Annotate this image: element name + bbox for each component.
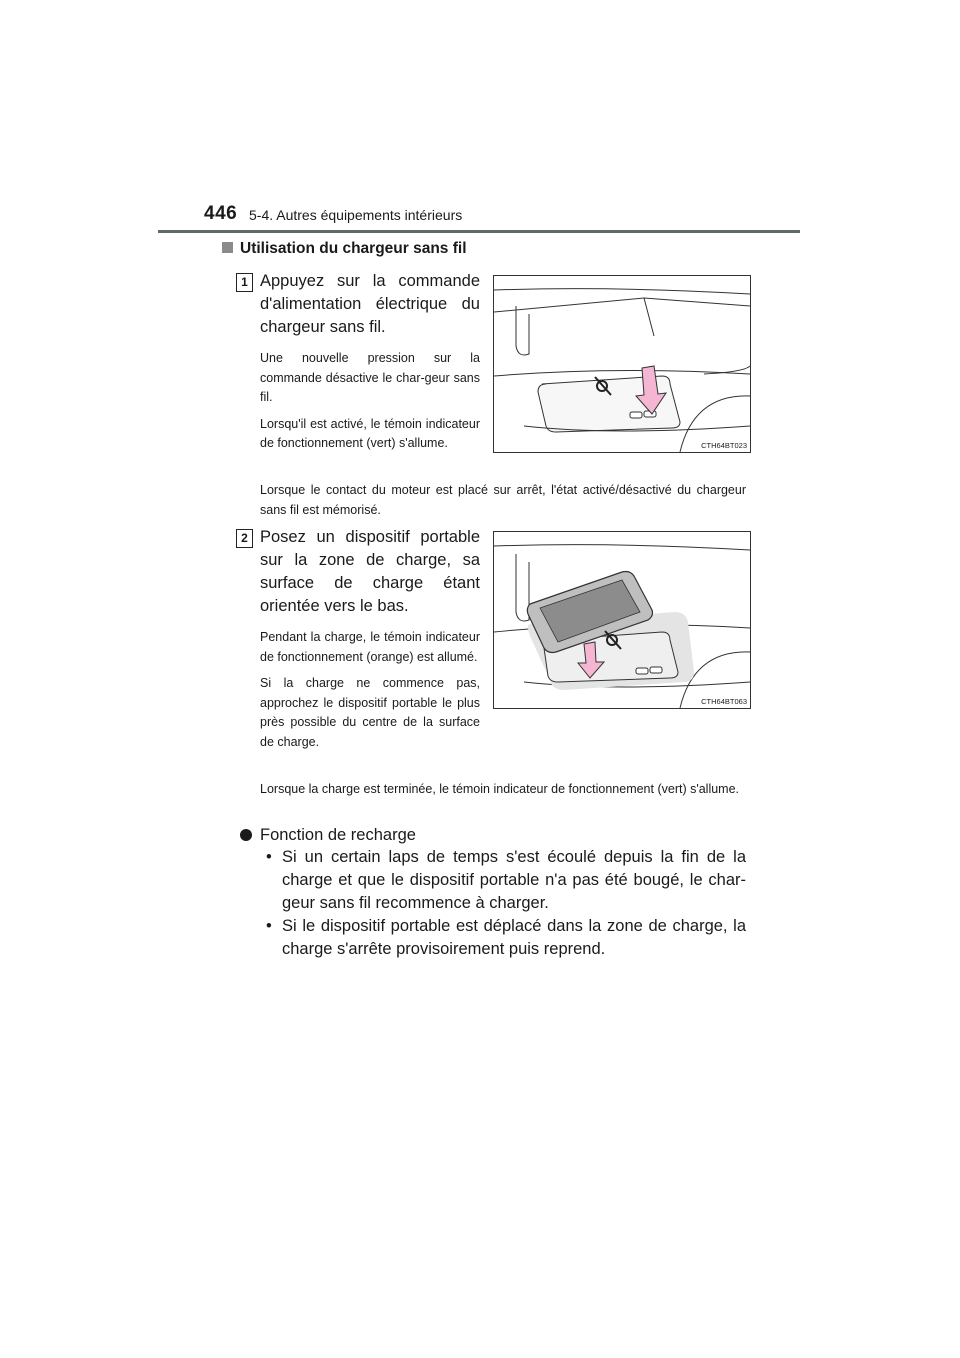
step-1-number: 1: [236, 273, 253, 292]
step-1-note-2: Lorsqu'il est activé, le témoin indicateur de fonctionnement (vert) s'allume.: [260, 416, 480, 450]
section-title: 5-4. Autres équipements intérieurs: [249, 207, 463, 223]
step-2-wide-note: Lorsque la charge est terminée, le témoin indicateur de fonctionnement (vert) s'allume.: [260, 782, 740, 796]
bullet-item-2-text: Si le dispositif portable est déplacé dans la zone de charge, la charge s'arrête provisoirement puis reprend.: [282, 917, 746, 958]
step-1-note-1: Une nouvelle pression sur la commande désactive le char-geur sans fil.: [260, 351, 480, 404]
section-heading: [222, 240, 467, 258]
bullet-marker-2: •: [266, 917, 272, 935]
bullet-title: Fonction de recharge: [260, 826, 416, 844]
page-number: 446: [204, 203, 238, 224]
bullet-marker-1: •: [266, 848, 272, 866]
heading-square-icon: [222, 242, 233, 253]
step-2-note-2: Si la charge ne commence pas, approchez le dispositif portable le plus près possible du centre de la surface de charge.: [260, 676, 480, 749]
step-2-number: 2: [236, 529, 253, 548]
step-2-note-1: Pendant la charge, le témoin indicateur de fonctionnement (orange) est allumé.: [260, 630, 480, 664]
figure-2-code: CTH64BT063: [701, 697, 747, 706]
figure-1-code: CTH64BT023: [701, 441, 747, 450]
step-2-figure: [493, 531, 751, 709]
bullet-item-1-text: Si un certain laps de temps s'est écoulé depuis la fin de la charge et que le dispositif portable n'a pas été bougé, le char-geur sans fil recommence à charger.: [282, 848, 746, 912]
bullet-item-2: [262, 915, 746, 961]
bullet-heading: [240, 824, 416, 847]
bullet-dot-icon: [240, 829, 252, 841]
step-2-text: [260, 526, 480, 759]
heading-text: Utilisation du chargeur sans fil: [240, 240, 467, 257]
step-1-figure: [493, 275, 751, 453]
step-1-text: [260, 270, 480, 461]
header-rule: [158, 230, 800, 233]
step-1-main: Appuyez sur la commande d'alimentation électrique du chargeur sans fil.: [260, 272, 480, 336]
bullet-item-1: [262, 846, 746, 915]
step-1-wide-note: Lorsque le contact du moteur est placé sur arrêt, l'état activé/désactivé du chargeur sans fil est mémorisé.: [260, 483, 746, 517]
step-2-main: Posez un dispositif portable sur la zone de charge, sa surface de charge étant orientée vers le bas.: [260, 528, 480, 615]
